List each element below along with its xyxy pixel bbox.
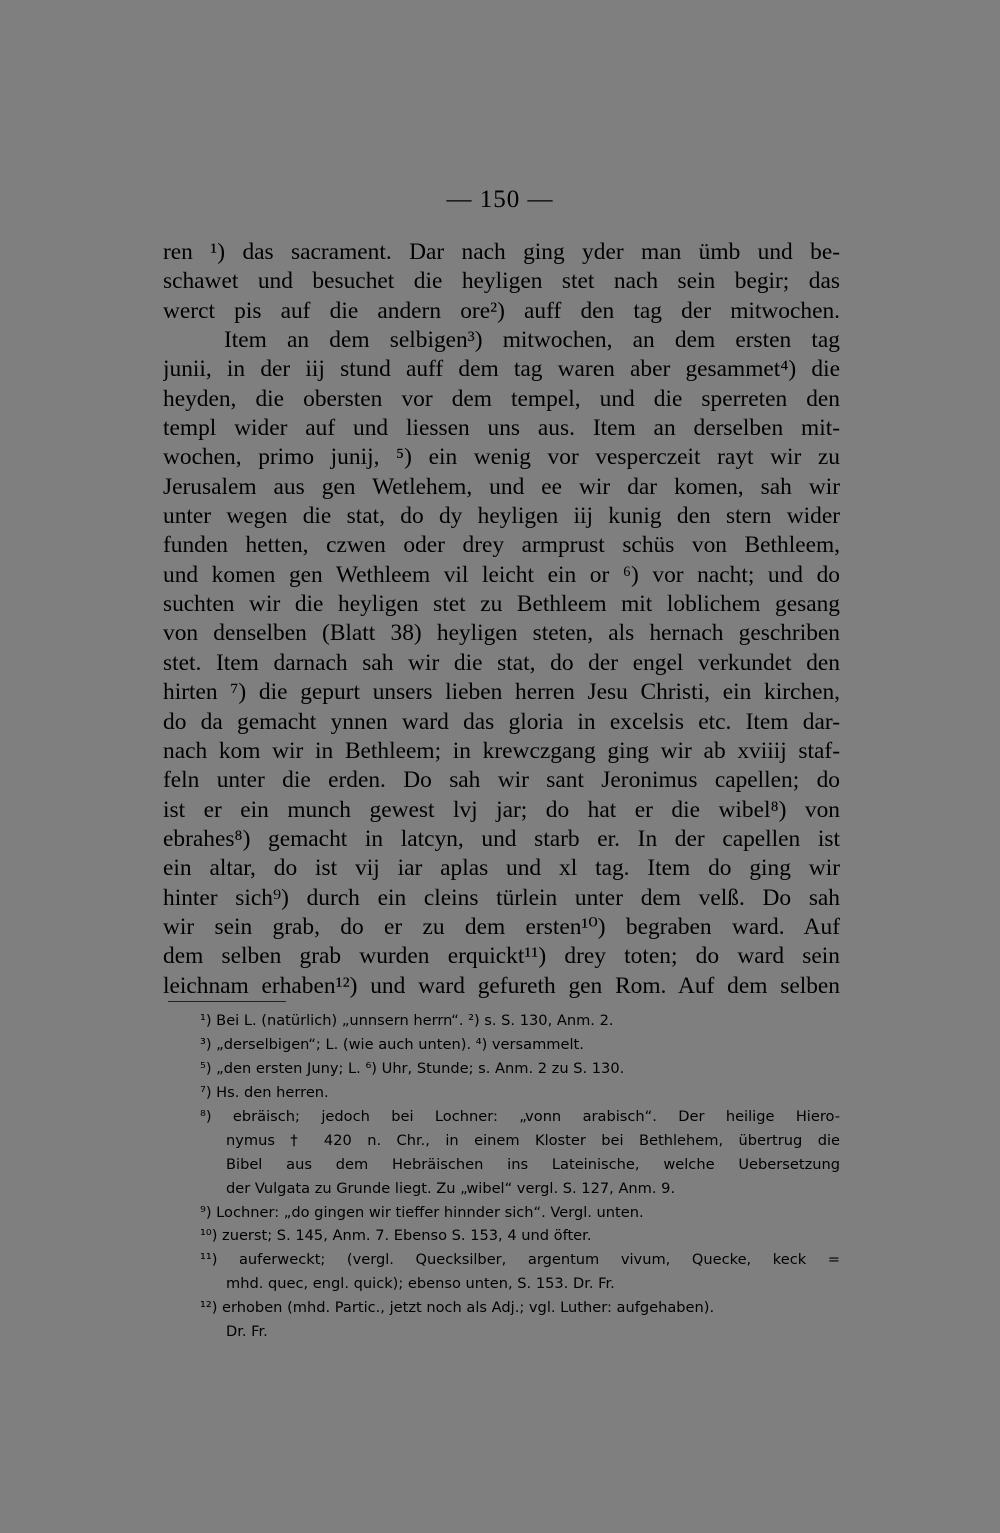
text-line: schawet und besuchet die heyligen stet nach sein begir; das [163, 268, 840, 295]
text-line: unter wegen die stat, do dy heyligen iij kunig den stern wider [163, 503, 840, 530]
footnote-line: ¹) Bei L. (natürlich) „unnsern herrn“. ²) s. S. 130, Anm. 2. [200, 1012, 614, 1029]
text-line: do da gemacht ynnen ward das gloria in excelsis etc. Item dar- [163, 708, 840, 735]
footnote-line: ¹¹) auferweckt; (vergl. Quecksilber, argentum vivum, Quecke, keck = [200, 1251, 840, 1269]
main-text [163, 238, 840, 1001]
text-line: werct pis auf die andern ore²) auff den tag der mitwochen. [163, 297, 840, 324]
text-line: ren ¹) das sacrament. Dar nach ging yder man ümb und be- [163, 239, 840, 265]
text-line: Jerusalem aus gen Wetlehem, und ee wir dar komen, sah wir [163, 473, 840, 500]
text-line: hirten ⁷) die gepurt unsers lieben herren Jesu Christi, ein kirchen, [163, 679, 840, 706]
text-line: wochen, primo junij, ⁵) ein wenig vor vesperczeit rayt wir zu [163, 444, 840, 471]
footnote-line: ¹²) erhoben (mhd. Partic., jetzt noch als Adj.; vgl. Luther: aufgehaben). [200, 1299, 715, 1317]
text-line: stet. Item darnach sah wir die stat, do der engel verkundet den [163, 649, 840, 676]
text-line: ist er ein munch gewest lvj jar; do hat er die wibel⁸) von [163, 796, 840, 823]
text-line: dem selben grab wurden erquickt¹¹) drey toten; do ward sein [163, 943, 840, 970]
text-line: ein altar, do ist vij iar aplas und xl tag. Item do ging wir [163, 855, 840, 882]
footnote-line: der Vulgata zu Grunde liegt. Zu „wibel“ vergl. S. 127, Anm. 9. [226, 1179, 676, 1197]
text-line: von denselben (Blatt 38) heyligen steten, als hernach geschriben [163, 620, 840, 647]
footnote-line: mhd. quec, engl. quick); ebenso unten, S. 153. Dr. Fr. [226, 1275, 615, 1293]
text-line: funden hetten, czwen oder drey armprust schüs von Bethleem, [163, 532, 840, 559]
text-line: nach kom wir in Bethleem; in krewczgang ging wir ab xviiij staf- [163, 737, 840, 764]
footnote-line: ⁵) „den ersten Juny; L. ⁶) Uhr, Stunde; s. Anm. 2 zu S. 130. [200, 1059, 625, 1077]
text-line: ebrahes⁸) gemacht in latcyn, und starb er. In der capellen ist [163, 825, 840, 852]
footnote-line: Bibel aus dem Hebräischen ins Lateinische, welche Uebersetzung [226, 1155, 840, 1173]
footnote-line: ⁸) ebräisch; jedoch bei Lochner: „vonn arabisch“. Der heilige Hiero- [200, 1107, 840, 1125]
text-line: suchten wir die heyligen stet zu Bethleem mit loblichem gesang [163, 591, 840, 618]
footnote-separator [168, 1001, 286, 1002]
text-line: feln unter die erden. Do sah wir sant Jeronimus capellen; do [163, 767, 840, 794]
text-line: und komen gen Wethleem vil leicht ein or ⁶) vor nacht; und do [163, 561, 840, 588]
footnote-line: ¹⁰) zuerst; S. 145, Anm. 7. Ebenso S. 153, 4 und öfter. [200, 1227, 592, 1245]
text-line: hinter sich⁹) durch ein cleins türlein unter dem velß. Do sah [163, 884, 840, 911]
footnote-line: ⁹) Lochner: „do gingen wir tieffer hinnder sich“. Vergl. unten. [200, 1203, 644, 1221]
footnote-line: ⁷) Hs. den herren. [200, 1083, 329, 1101]
text-line: templ wider auf und liessen uns aus. Item an derselben mit- [163, 415, 840, 442]
text-line: leichnam erhaben¹²) und ward gefureth gen Rom. Auf dem selben [163, 972, 840, 999]
text-line: heyden, die obersten vor dem tempel, und die sperreten den [163, 385, 840, 412]
text-line: wir sein grab, do er zu dem ersten¹⁰) begraben ward. Auf [163, 913, 840, 940]
text-line: Item an dem selbigen³) mitwochen, an dem ersten tag [224, 327, 840, 354]
footnotes [200, 1009, 840, 1344]
text-line: junii, in der iij stund auff dem tag waren aber gesammet⁴) die [163, 356, 840, 383]
footnote-line: nymus † 420 n. Chr., in einem Kloster bei Bethlehem, übertrug die [226, 1131, 840, 1149]
footnote-line: ³) „derselbigen“; L. (wie auch unten). ⁴) versammelt. [200, 1035, 584, 1053]
page-number: — 150 — [446, 186, 554, 213]
footnote-line: Dr. Fr. [226, 1323, 268, 1341]
